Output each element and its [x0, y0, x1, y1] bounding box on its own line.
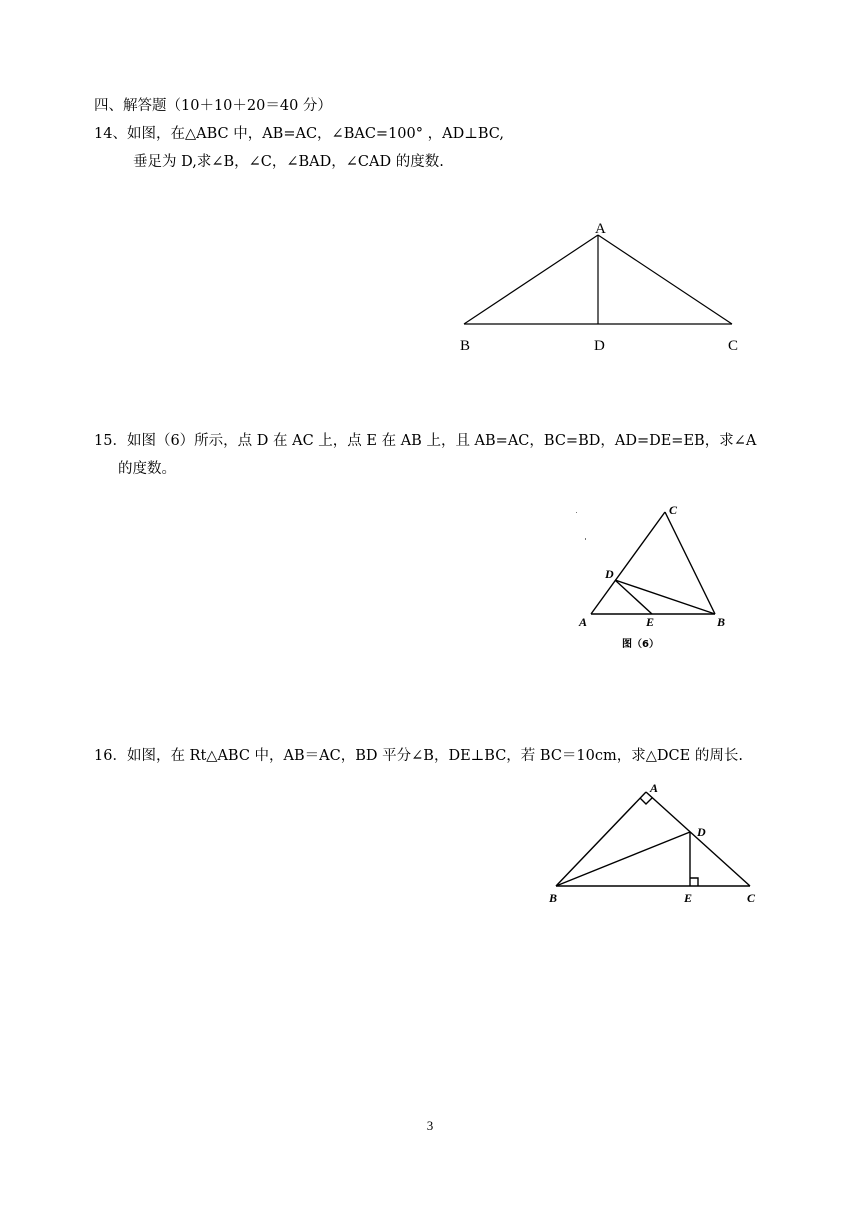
page-number: 3: [426, 1118, 434, 1133]
label-e: E: [646, 615, 655, 629]
section-heading: 四、解答题（10＋10＋20＝40 分）: [94, 98, 332, 114]
segment-ab: [556, 792, 646, 886]
segment-ac: [646, 792, 750, 886]
right-angle-mark-a: [640, 798, 652, 804]
label-c: C: [728, 338, 739, 354]
label-c: C: [669, 503, 678, 517]
problem-16-line-1: 16．如图，在 Rt△ABC 中，AB＝AC，BD 平分∠B，DE⊥BC，若 BC＝10cm，求△DCE 的周长.: [94, 748, 743, 764]
label-b: B: [717, 615, 726, 629]
segment-bd: [556, 832, 690, 886]
label-a: A: [579, 615, 588, 629]
label-a: A: [595, 221, 606, 237]
triangle-abc-16: [556, 792, 750, 886]
label-d: D: [605, 567, 614, 581]
label-b: B: [549, 891, 558, 905]
label-d: D: [697, 825, 706, 839]
label-d: D: [594, 338, 605, 354]
problem-15-line-1: 15．如图（6）所示，点 D 在 AC 上，点 E 在 AB 上，且 AB=AC，BC=BD，AD=DE=EB，求∠A: [94, 433, 757, 449]
label-a: A: [650, 781, 659, 795]
problem-15-line-2: 的度数。: [118, 461, 176, 477]
label-c: C: [747, 891, 756, 905]
right-angle-mark-e: [690, 878, 698, 886]
problem-14-line-2: 垂足为 D,求∠B，∠C，∠BAD，∠CAD 的度数.: [133, 154, 444, 170]
problem-14-line-1: 14、如图，在△ABC 中，AB=AC，∠BAC=100° ，AD⊥BC,: [94, 126, 504, 142]
label-b: B: [460, 338, 471, 354]
figure-6-caption: 图（6）: [622, 639, 659, 650]
label-e: E: [684, 891, 693, 905]
